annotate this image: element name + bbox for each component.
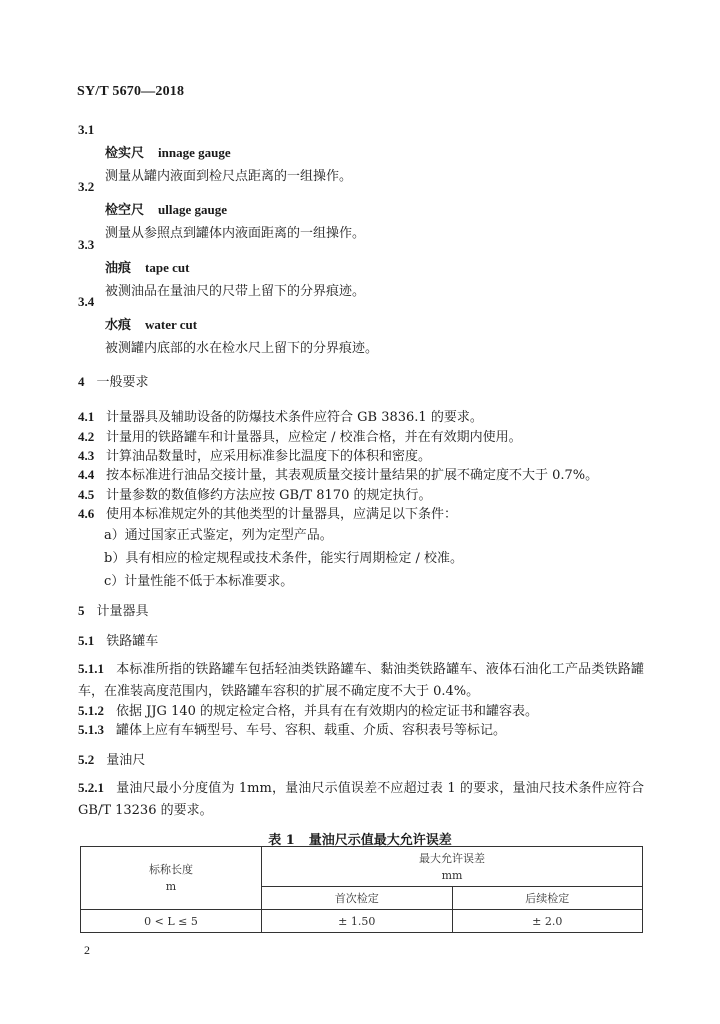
- subsection-5-2-heading: [78, 749, 145, 768]
- list-item: c）计量性能不低于本标准要求。: [104, 574, 294, 589]
- clause-number: 4.2: [78, 429, 95, 444]
- list-item: a）通过国家正式鉴定，列为定型产品。: [104, 528, 333, 543]
- term-title: [105, 199, 658, 218]
- clause-number: 5.1.3: [78, 722, 104, 737]
- clause-5-1-1: [78, 658, 644, 703]
- header-unit: m: [165, 880, 177, 893]
- term-zh: 水痕: [105, 318, 132, 333]
- term-definition: 测量从罐内液面到检尺点距离的一组操作。: [105, 169, 353, 184]
- clause-number: 5.1.1: [78, 661, 104, 676]
- section-title: 一般要求: [96, 375, 149, 390]
- term-title: [105, 142, 658, 161]
- table-header-length: [81, 847, 262, 910]
- subsection-title: 量油尺: [106, 753, 146, 768]
- term-number: 3.2: [78, 179, 95, 194]
- term-en: innage gauge: [158, 145, 231, 160]
- clause-text: 本标准所指的铁路罐车包括轻油类铁路罐车、黏油类铁路罐车、液体石油化工产品类铁路罐车，在准装高度范围内，铁路罐车容积的扩展不确定度不大于 0.4%。: [78, 662, 644, 699]
- clause-number: 5.1.2: [78, 703, 104, 718]
- subsection-number: 5.2: [78, 752, 95, 767]
- term-zh: 检空尺: [105, 203, 145, 218]
- term-3-1: [78, 122, 658, 184]
- clause-text: 量油尺最小分度值为 1mm，量油尺示值误差不应超过表 1 的要求，量油尺技术条件应符合 GB/T 13236 的要求。: [78, 781, 644, 818]
- clause-text: 罐体上应有车辆型号、车号、容积、载重、介质、容积表号等标记。: [116, 723, 507, 738]
- list-item: b）具有相应的检定规程或技术条件，能实行周期检定 / 校准。: [104, 551, 463, 566]
- table-title: 量油尺示值最大允许误差: [308, 833, 452, 848]
- clause-text: 使用本标准规定外的其他类型的计量器具，应满足以下条件：: [106, 507, 458, 522]
- clause-4-3: [78, 446, 648, 466]
- table-header-error: [262, 847, 643, 887]
- header-label: 标称长度: [149, 863, 193, 876]
- clause-5-1-3: [78, 719, 644, 742]
- term-number: 3.1: [78, 122, 95, 137]
- table-subheader-subsequent: 后续检定: [452, 887, 643, 910]
- standard-code: SY/T 5670—2018: [77, 84, 185, 99]
- clause-4-5: [78, 485, 648, 505]
- clause-text: 计量器具及辅助设备的防爆技术条件应符合 GB 3836.1 的要求。: [106, 410, 483, 425]
- clause-number: 4.6: [78, 506, 95, 521]
- section-5-heading: [78, 600, 149, 619]
- term-title: [105, 257, 658, 276]
- term-title: [105, 314, 658, 333]
- clause-5-2-1: [78, 777, 644, 822]
- term-zh: 检实尺: [105, 146, 145, 161]
- section-title: 计量器具: [96, 604, 149, 619]
- term-definition: 被测油品在量油尺的尺带上留下的分界痕迹。: [105, 284, 366, 299]
- term-en: ullage gauge: [158, 202, 227, 217]
- table-cell-range: 0 < L ≤ 5: [81, 910, 262, 933]
- term-zh: 油痕: [105, 261, 132, 276]
- clause-number: 4.1: [78, 409, 95, 424]
- term-3-4: [78, 294, 658, 356]
- section-number: 4: [78, 374, 85, 389]
- page-number: 2: [84, 943, 90, 957]
- clause-number: 4.3: [78, 448, 95, 463]
- clause-4-4: [78, 465, 648, 485]
- table-cell-first: ± 1.50: [262, 910, 453, 933]
- term-3-3: [78, 237, 658, 299]
- clause-text: 计量参数的数值修约方法应按 GB/T 8170 的规定执行。: [106, 488, 432, 503]
- section-4-heading: [78, 371, 149, 390]
- clause-4-6-conditions: [104, 524, 463, 593]
- subsection-5-1-heading: [78, 630, 158, 649]
- clause-number: 4.5: [78, 487, 95, 502]
- subsection-number: 5.1: [78, 633, 95, 648]
- clause-4-2: [78, 427, 648, 447]
- table-row: [81, 910, 643, 933]
- term-en: tape cut: [145, 260, 190, 275]
- term-definition: 测量从参照点到罐体内液面距离的一组操作。: [105, 226, 366, 241]
- clause-number: 5.2.1: [78, 780, 104, 795]
- error-table: [80, 846, 643, 933]
- clause-number: 4.4: [78, 467, 95, 482]
- clause-4-1: [78, 407, 648, 427]
- header-label: 最大允许误差: [419, 851, 485, 865]
- clause-text: 依据 JJG 140 的规定检定合格，并具有在有效期内的检定证书和罐容表。: [116, 704, 539, 719]
- term-3-2: [78, 179, 658, 241]
- clause-text: 计算油品数量时，应采用标准参比温度下的体积和密度。: [106, 449, 432, 464]
- term-en: water cut: [145, 317, 198, 332]
- table-cell-subsequent: ± 2.0: [452, 910, 643, 933]
- subsection-title: 铁路罐车: [106, 634, 159, 649]
- term-number: 3.3: [78, 237, 95, 252]
- table-number: 表 1: [268, 833, 295, 848]
- clause-4-6: [78, 504, 648, 524]
- term-number: 3.4: [78, 294, 95, 309]
- section-number: 5: [78, 603, 85, 618]
- table-subheader-first: 首次检定: [262, 887, 453, 910]
- clause-text: 计量用的铁路罐车和计量器具，应检定 / 校准合格，并在有效期内使用。: [106, 430, 522, 445]
- term-definition: 被测罐内底部的水在检水尺上留下的分界痕迹。: [105, 341, 379, 356]
- clause-text: 按本标准进行油品交接计量，其表观质量交接计量结果的扩展不确定度不大于 0.7%。: [106, 468, 599, 483]
- header-unit: mm: [441, 868, 463, 882]
